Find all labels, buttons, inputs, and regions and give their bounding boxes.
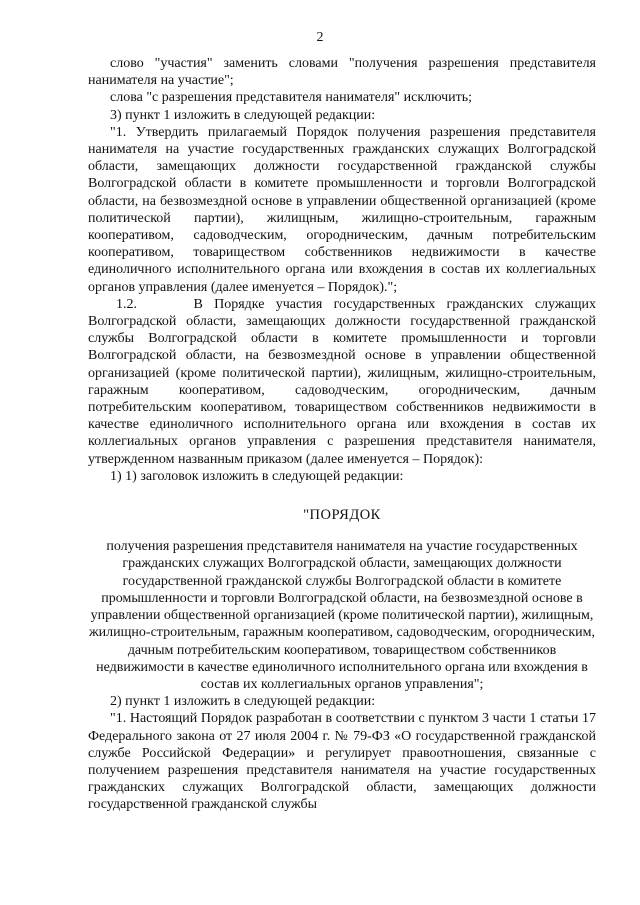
paragraph-replace-word: слово "участия" заменить словами "получения разрешения представителя нанимателя на участие"; [88,56,596,89]
order-heading-body: получения разрешения представителя нанимателя на участие государственных гражданских служащих Волгоградской области, замещающих должности государственной гражданской службы Волгоградской области в комитете промышленности и торговли Волгоградской области, на безвозмездной основе в управлении общественной организацией (кроме политической партии), жилищным, жилищно-строительным, гаражным кооперативом, садоводческим, огородническим, дачным потребительским кооперативом, товариществом собственников недвижимости в качестве единоличного исполнительного органа или вхождения в состав их коллегиальных органов управления"; [89,539,595,692]
paragraph-item-1-new-text: "1. Настоящий Порядок разработан в соответствии с пунктом 3 части 1 статьи 17 Федерального закона от 27 июля 2004 г. № 79-ФЗ «О государственной гражданской службе Российской Федерации» и регулирует правоотношения, связанные с получением разрешения представителя нанимателя на участие государственных гражданских служащих Волгоградской области, замещающих должности государственной гражданской службы [88,711,596,813]
paragraph-exclude-words: слова "с разрешения представителя нанимателя" исключить; [110,90,472,106]
paragraph-item-2-intro: 2) пункт 1 изложить в следующей редакции: [110,694,376,710]
order-heading: "ПОРЯДОК [303,507,381,524]
paragraph-item-1-text: "1. Утвердить прилагаемый Порядок получения разрешения представителя нанимателя на участие государственных гражданских служащих Волгоградской области, замещающих должности государственной гражданской службы Волгоградской области в комитете промышленности и торговли Волгоградской области, на безвозмездной основе в управлении общественной организацией (кроме политической партии), жилищным, жилищно-строительным, гаражным кооперативом, садоводческим, огородническим, дачным потребительским кооперативом, товариществом собственников недвижимости в качестве единоличного исполнительного органа или вхождения в состав их коллегиальных органов управления (далее именуется – Порядок)."; [88,124,596,295]
document-body [88,55,600,814]
paragraph-heading-intro: 1) 1) заголовок изложить в следующей редакции: [110,468,404,484]
page-number: 2 [316,30,324,45]
paragraph-item-3-intro: 3) пункт 1 изложить в следующей редакции: [110,107,376,123]
paragraph-section-1-2: 1.2. В Порядке участия государственных гражданских служащих Волгоградской области, замещающих должности государственной гражданской службы Волгоградской области в комитете промышленности и торговли Волгоградской области, на безвозмездной основе в управлении общественной организацией (кроме политической партии), жилищным, жилищно-строительным, гаражным кооперативом, садоводческим, огородническим, дачным потребительским кооперативом, товариществом собственников недвижимости в качестве единоличного исполнительного органа или вхождения в состав их коллегиальных органов управления с разрешения представителя нанимателя, утвержденном названным приказом (далее именуется – Порядок): [88,296,600,467]
